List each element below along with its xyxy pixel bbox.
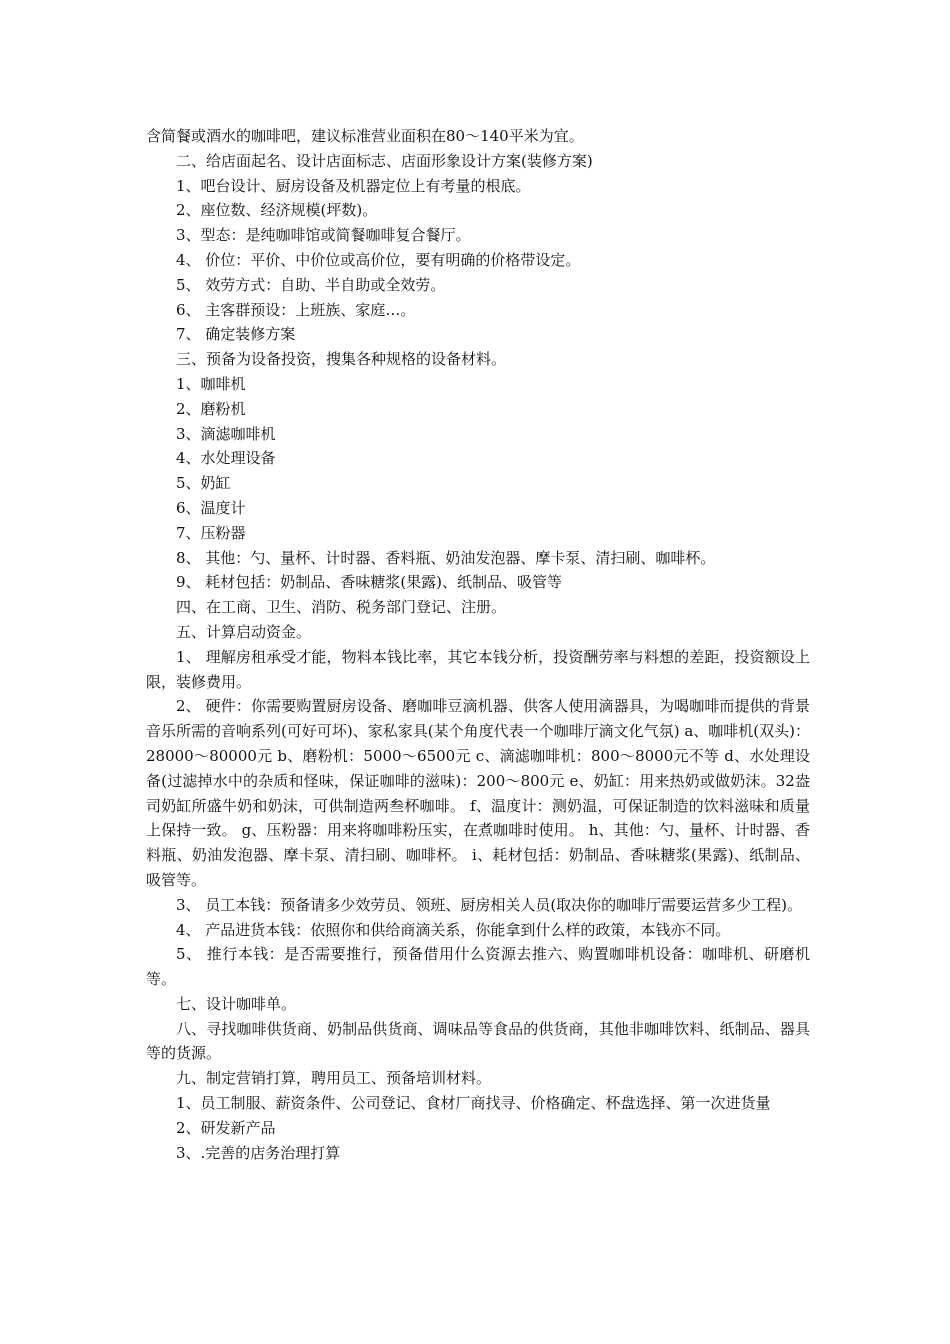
list-item: 5、 效劳方式：自助、半自助或全效劳。 bbox=[176, 275, 446, 294]
document-body bbox=[146, 124, 810, 1165]
list-item: 1、员工制服、薪资条件、公司登记、食材厂商找寻、价格确定、杯盘选择、第一次进货量 bbox=[176, 1094, 771, 1113]
list-item: 1、咖啡机 bbox=[176, 374, 246, 393]
heading-7: 七、设计咖啡单。 bbox=[176, 994, 297, 1013]
list-item: 3、.完善的店务治理打算 bbox=[176, 1143, 341, 1162]
list-item: 1、吧台设计、厨房设备及机器定位上有考量的根底。 bbox=[176, 176, 531, 195]
paragraph: 含简餐或酒水的咖啡吧，建议标准营业面积在80～140平米为宜。 bbox=[146, 127, 584, 145]
list-item: 3、滴滤咖啡机 bbox=[176, 424, 276, 443]
list-item: 2、磨粉机 bbox=[176, 399, 246, 418]
list-item: 2、座位数、经济规模(坪数)。 bbox=[176, 201, 378, 220]
heading-4: 四、在工商、卫生、消防、税务部门登记、注册。 bbox=[176, 598, 507, 617]
heading-3: 三、预备为设备投资，搜集各种规格的设备材料。 bbox=[176, 350, 507, 369]
list-item: 3、 员工本钱：预备请多少效劳员、领班、厨房相关人员(取决你的咖啡厅需要运营多少工程)。 bbox=[176, 895, 803, 914]
list-item: 2、 硬件：你需要购置厨房设备、磨咖啡豆滴机器、供客人使用滴器具，为喝咖啡而提供的背景音乐所需的音响系列(可好可坏)、家私家具(某个角度代表一个咖啡厅滴文化气氛) a、咖啡机(双头)：28000～80000元 b、磨粉机：5000～6500元 c、滴滤咖啡机：800～8000元不等 d、水处理设备(过滤掉水中的杂质和怪味，保证咖啡的滋味)：200～800元 e、奶缸：用来热奶或做奶沫。32盎司奶缸所盛牛奶和奶沫，可供制造两叁杯咖啡。 f、温度计：测奶温，可保证制造的饮料滋味和质量上保持一致。 g、压粉器：用来将咖啡粉压实，在煮咖啡时使用。 h、其他：勺、量杯、计时器、香料瓶、奶油发泡器、摩卡泵、清扫刷、咖啡杯。 i、耗材包括：奶制品、香味糖浆(果露)、纸制品、吸管等。 bbox=[146, 697, 810, 889]
list-item: 7、压粉器 bbox=[176, 523, 246, 542]
heading-8: 八、寻找咖啡供货商、奶制品供货商、调味品等食品的供货商，其他非咖啡饮料、纸制品、器具等的货源。 bbox=[146, 1019, 810, 1063]
heading-5: 五、计算启动资金。 bbox=[176, 622, 312, 641]
list-item: 4、水处理设备 bbox=[176, 449, 276, 468]
heading-9: 九、制定营销打算，聘用员工、预备培训材料。 bbox=[176, 1069, 492, 1088]
list-item: 4、 产品进货本钱：依照你和供给商滴关系，你能拿到什么样的政策，本钱亦不同。 bbox=[176, 920, 731, 939]
list-item: 6、温度计 bbox=[176, 498, 246, 517]
list-item: 5、奶缸 bbox=[176, 474, 231, 493]
list-item: 4、 价位：平价、中价位或高价位，要有明确的价格带设定。 bbox=[176, 250, 581, 269]
list-item: 6、 主客群预设：上班族、家庭…。 bbox=[176, 300, 416, 319]
list-item: 9、 耗材包括：奶制品、香味糖浆(果露)、纸制品、吸管等 bbox=[176, 573, 563, 592]
list-item: 2、研发新产品 bbox=[176, 1118, 276, 1137]
heading-2: 二、给店面起名、设计店面标志、店面形象设计方案(装修方案) bbox=[176, 151, 593, 170]
list-item: 8、 其他：勺、量杯、计时器、香料瓶、奶油发泡器、摩卡泵、清扫刷、咖啡杯。 bbox=[176, 548, 716, 567]
list-item: 5、 推行本钱：是否需要推行，预备借用什么资源去推六、购置咖啡机设备：咖啡机、研磨机等。 bbox=[146, 945, 810, 989]
list-item: 3、型态：是纯咖啡馆或简餐咖啡复合餐厅。 bbox=[176, 226, 471, 245]
list-item: 7、 确定装修方案 bbox=[176, 325, 296, 344]
list-item: 1、 理解房租承受才能，物料本钱比率，其它本钱分析，投资酬劳率与料想的差距，投资额设上限，装修费用。 bbox=[146, 647, 810, 691]
